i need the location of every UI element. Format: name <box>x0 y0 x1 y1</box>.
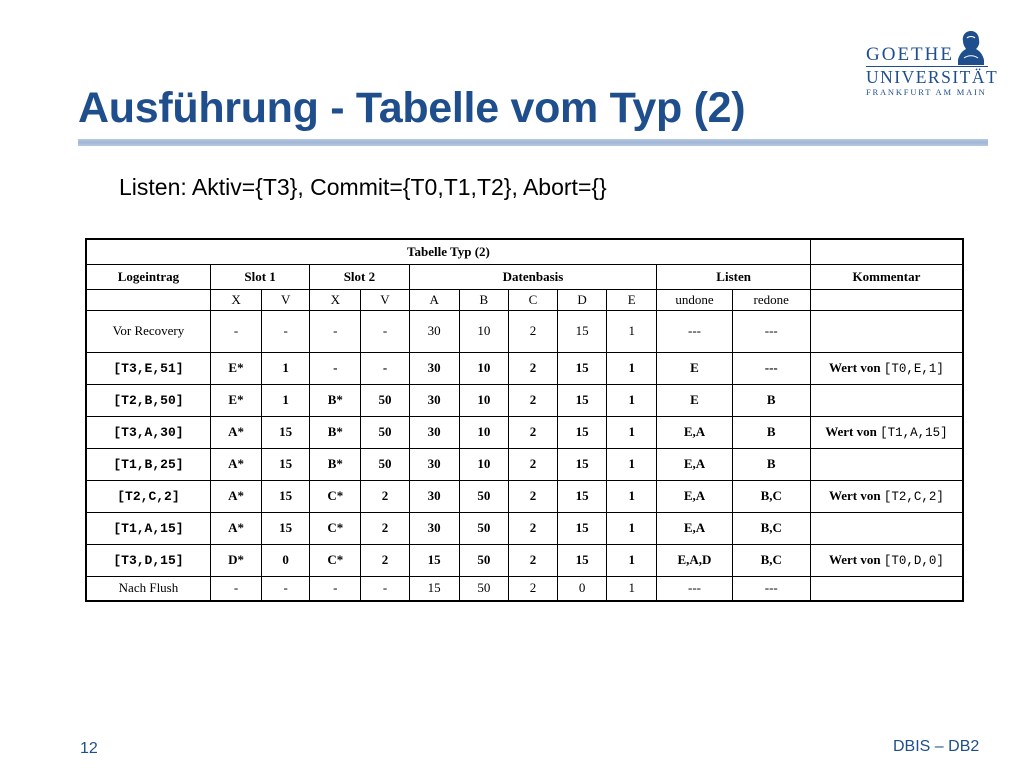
value-cell: 50 <box>459 544 508 576</box>
subheader-cell: undone <box>657 289 732 310</box>
value-cell: --- <box>732 310 810 352</box>
value-cell: 2 <box>508 480 557 512</box>
value-cell: 10 <box>459 384 508 416</box>
value-cell: E,A,D <box>657 544 732 576</box>
value-cell: 2 <box>508 310 557 352</box>
value-cell: E <box>657 384 732 416</box>
subheader-row <box>86 289 963 310</box>
log-entry-cell: [T1,A,15] <box>86 512 210 544</box>
header-logeintrag: Logeintrag <box>86 264 210 289</box>
table-row <box>86 480 963 512</box>
value-cell: A* <box>210 512 261 544</box>
comment-prefix: Wert von <box>828 552 881 567</box>
comment-log-ref: [T2,C,2] <box>883 490 944 504</box>
value-cell: B* <box>310 416 361 448</box>
recovery-table <box>85 238 964 602</box>
value-cell: E,A <box>657 512 732 544</box>
value-cell: B* <box>310 448 361 480</box>
header-listen: Listen <box>657 264 811 289</box>
footer-course: DBIS – DB2 <box>893 738 980 755</box>
value-cell: 1 <box>607 310 657 352</box>
value-cell: 15 <box>409 576 459 601</box>
value-cell: B,C <box>732 544 810 576</box>
comment-cell <box>810 480 963 512</box>
value-cell: 10 <box>459 310 508 352</box>
value-cell: C* <box>310 544 361 576</box>
value-cell: 50 <box>459 480 508 512</box>
value-cell: --- <box>732 352 810 384</box>
value-cell: 50 <box>361 448 409 480</box>
value-cell: 30 <box>409 384 459 416</box>
value-cell: B,C <box>732 512 810 544</box>
value-cell: --- <box>732 576 810 601</box>
value-cell: 15 <box>262 448 310 480</box>
value-cell: 2 <box>508 448 557 480</box>
subheader-cell: redone <box>732 289 810 310</box>
value-cell: 1 <box>607 480 657 512</box>
header-kommentar: Kommentar <box>810 264 963 289</box>
value-cell: - <box>310 310 361 352</box>
comment-cell <box>810 416 963 448</box>
value-cell: 2 <box>508 352 557 384</box>
value-cell: 50 <box>459 576 508 601</box>
value-cell: 50 <box>361 384 409 416</box>
value-cell: 2 <box>361 480 409 512</box>
value-cell: 2 <box>508 416 557 448</box>
comment-cell <box>810 310 963 352</box>
caption-spacer-cell <box>810 239 963 264</box>
subheader-cell: A <box>409 289 459 310</box>
table-row <box>86 352 963 384</box>
value-cell: 50 <box>459 512 508 544</box>
value-cell: C* <box>310 480 361 512</box>
value-cell: 15 <box>262 416 310 448</box>
value-cell: 15 <box>558 480 607 512</box>
value-cell: 2 <box>508 512 557 544</box>
log-entry-cell: [T1,B,25] <box>86 448 210 480</box>
value-cell: - <box>210 310 261 352</box>
value-cell: 1 <box>607 416 657 448</box>
table-row <box>86 416 963 448</box>
value-cell: 15 <box>409 544 459 576</box>
value-cell: 30 <box>409 352 459 384</box>
value-cell: 15 <box>558 416 607 448</box>
value-cell: 30 <box>409 310 459 352</box>
subheader-comment-empty <box>810 289 963 310</box>
log-entry-cell: [T3,E,51] <box>86 352 210 384</box>
value-cell: 0 <box>262 544 310 576</box>
value-cell: 15 <box>558 310 607 352</box>
value-cell: 2 <box>361 544 409 576</box>
value-cell: 30 <box>409 448 459 480</box>
value-cell: 2 <box>361 512 409 544</box>
subheader-cell: V <box>361 289 409 310</box>
value-cell: - <box>361 576 409 601</box>
lists-summary: Listen: Aktiv={T3}, Commit={T0,T1,T2}, Abort={} <box>119 174 607 200</box>
subheader-cell: X <box>210 289 261 310</box>
value-cell: E,A <box>657 480 732 512</box>
value-cell: 15 <box>262 480 310 512</box>
value-cell: 1 <box>607 384 657 416</box>
page-number: 12 <box>80 740 98 757</box>
logo-line-city: FRANKFURT AM MAIN <box>866 87 987 97</box>
value-cell: A* <box>210 448 261 480</box>
value-cell: - <box>262 576 310 601</box>
subheader-cell: X <box>310 289 361 310</box>
value-cell: - <box>210 576 261 601</box>
subheader-cell: C <box>508 289 557 310</box>
value-cell: 1 <box>607 544 657 576</box>
log-entry-cell: Vor Recovery <box>86 310 210 352</box>
table-caption: Tabelle Typ (2) <box>86 239 810 264</box>
log-entry-cell: Nach Flush <box>86 576 210 601</box>
comment-cell <box>810 512 963 544</box>
value-cell: 15 <box>558 448 607 480</box>
value-cell: 15 <box>558 544 607 576</box>
value-cell: - <box>310 576 361 601</box>
value-cell: - <box>361 310 409 352</box>
value-cell: E,A <box>657 416 732 448</box>
header-datenbasis: Datenbasis <box>409 264 657 289</box>
comment-cell <box>810 576 963 601</box>
value-cell: 2 <box>508 544 557 576</box>
value-cell: 2 <box>508 576 557 601</box>
value-cell: E,A <box>657 448 732 480</box>
value-cell: B,C <box>732 480 810 512</box>
value-cell: 1 <box>607 512 657 544</box>
value-cell: 30 <box>409 480 459 512</box>
table-row <box>86 512 963 544</box>
comment-prefix: Wert von <box>825 424 877 439</box>
value-cell: A* <box>210 480 261 512</box>
goethe-bust-icon <box>954 28 988 66</box>
value-cell: 1 <box>607 576 657 601</box>
comment-cell <box>810 544 963 576</box>
subheader-cell: V <box>262 289 310 310</box>
logo-line-goethe: GOETHE <box>866 44 954 65</box>
comment-cell <box>810 384 963 416</box>
value-cell: 30 <box>409 416 459 448</box>
value-cell: - <box>361 352 409 384</box>
value-cell: B <box>732 448 810 480</box>
value-cell: 1 <box>607 352 657 384</box>
log-entry-cell: [T2,B,50] <box>86 384 210 416</box>
title-underline <box>78 139 988 146</box>
value-cell: - <box>262 310 310 352</box>
university-logo <box>862 28 999 98</box>
value-cell: 0 <box>558 576 607 601</box>
value-cell: 15 <box>262 512 310 544</box>
log-entry-cell: [T2,C,2] <box>86 480 210 512</box>
subheader-cell: B <box>459 289 508 310</box>
comment-prefix: Wert von <box>828 488 881 503</box>
value-cell: A* <box>210 416 261 448</box>
comment-log-ref: [T0,E,1] <box>883 362 944 376</box>
value-cell: 2 <box>508 384 557 416</box>
value-cell: 50 <box>361 416 409 448</box>
header-slot2: Slot 2 <box>310 264 409 289</box>
logo-line-universitaet: UNIVERSITÄT <box>866 67 999 87</box>
value-cell: --- <box>657 310 732 352</box>
value-cell: E <box>657 352 732 384</box>
value-cell: E* <box>210 352 261 384</box>
comment-prefix: Wert von <box>828 360 881 375</box>
value-cell: 15 <box>558 352 607 384</box>
value-cell: B <box>732 384 810 416</box>
value-cell: 10 <box>459 448 508 480</box>
value-cell: 15 <box>558 384 607 416</box>
subheader-cell: D <box>558 289 607 310</box>
value-cell: 30 <box>409 512 459 544</box>
subheader-cell: E <box>607 289 657 310</box>
table-row <box>86 448 963 480</box>
table-row <box>86 384 963 416</box>
table-row <box>86 576 963 601</box>
value-cell: 1 <box>607 448 657 480</box>
log-entry-cell: [T3,D,15] <box>86 544 210 576</box>
value-cell: C* <box>310 512 361 544</box>
value-cell: D* <box>210 544 261 576</box>
value-cell: - <box>310 352 361 384</box>
comment-log-ref: [T1,A,15] <box>880 426 948 440</box>
value-cell: 15 <box>558 512 607 544</box>
value-cell: 1 <box>262 352 310 384</box>
value-cell: E* <box>210 384 261 416</box>
comment-cell <box>810 448 963 480</box>
comment-log-ref: [T0,D,0] <box>883 554 944 568</box>
comment-cell <box>810 352 963 384</box>
value-cell: 10 <box>459 352 508 384</box>
table-row <box>86 544 963 576</box>
slide-title: Ausführung - Tabelle vom Typ (2) <box>78 84 746 132</box>
subheader-empty <box>86 289 210 310</box>
value-cell: B* <box>310 384 361 416</box>
value-cell: 1 <box>262 384 310 416</box>
value-cell: --- <box>657 576 732 601</box>
value-cell: 10 <box>459 416 508 448</box>
value-cell: B <box>732 416 810 448</box>
table-row <box>86 310 963 352</box>
log-entry-cell: [T3,A,30] <box>86 416 210 448</box>
header-slot1: Slot 1 <box>210 264 309 289</box>
